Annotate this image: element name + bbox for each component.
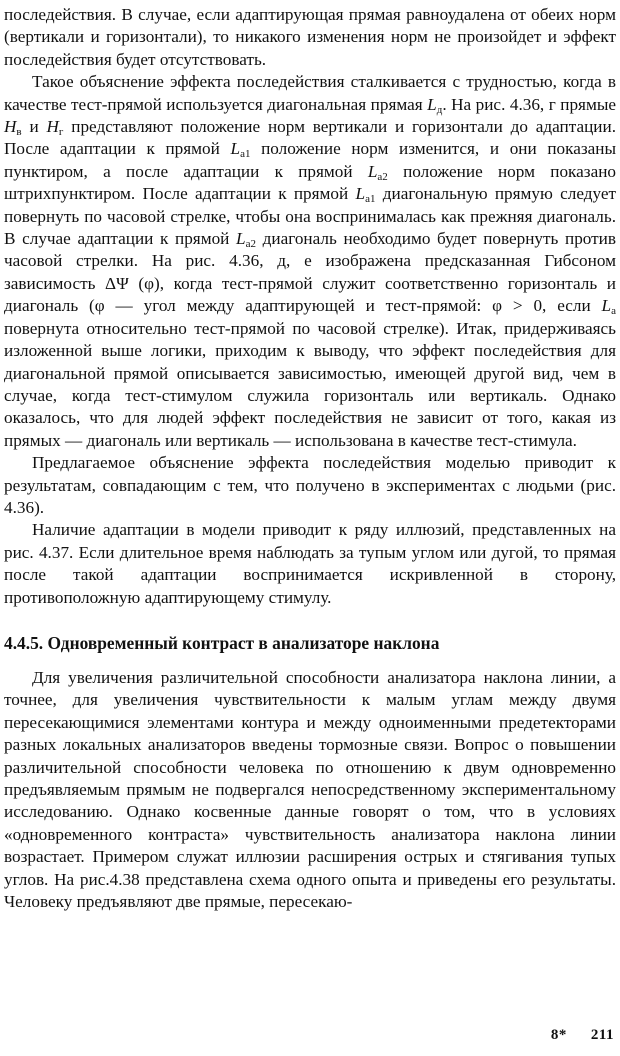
heading-spacer — [4, 655, 616, 667]
text-column — [4, 4, 616, 913]
paragraph-model-results: Предлагаемое объяснение эффекта последействия моделью приводит к результатам, совпадающим с тем, что получено в экспериментах с людьми (рис. 4.36). — [4, 453, 616, 517]
section-spacer — [4, 609, 616, 631]
paragraph-simultaneous-contrast: Для увеличения различительной способности анализатора наклона линии, а точнее, для увеличения чувствительности к малым углам между двумя пересекающимися элементами контура и между одноименными предетекторами разных локальных анализаторов введены тормозные связи. Вопрос о повышении различительной способности человека по отношению к двум одновременно предъявляемым прямым не подвергался непосредственному экспериментальному исследованию. Однако косвенные данные говорят о том, что в условиях «одновременного контраста» чувствительность анализатора наклона линии возрастает. Примером служат иллюзии расширения острых и стягивания тупых углов. На рис.4.38 представлена схема одного опыта и приведены его результаты. Человеку предъявляют две прямые, пересекаю- — [4, 667, 616, 912]
section-heading: 4.4.5. Одновременный контраст в анализаторе наклона — [4, 632, 440, 653]
page-number: 211 — [590, 1027, 614, 1043]
paragraph-illusions: Наличие адаптации в модели приводит к ряду иллюзий, представленных на рис. 4.37. Если длительное время наблюдать за тупым углом или дугой, то прямая после такой адаптации воспринимается искривленной в сторону, противоположную адаптирующему стимулу. — [4, 520, 616, 607]
paragraph-gibson-explanation: Такое объяснение эффекта последействия сталкивается с трудностью, когда в качестве тест-прямой используется диагональная прямая $L_д$. На рис. 4.36, г прямые $H_в$ и $H_г$ представляют положение норм вертикали и горизонтали до адаптации. После адаптации к прямой $L_{а1}$ положение норм изменится, и они показаны пунктиром, а после адаптации к прямой $L_{а2}$ положение норм показано штрихпунктиром. После адаптации к прямой $L_{а1}$ диагональную прямую следует повернуть по часовой стрелке, чтобы она воспринималась как прежняя диагональ. В случае адаптации к прямой $L_{а2}$ диагональ необходимо будет повернуть против часовой стрелки. На рис. 4.36, д, е изображена предсказанная Гибсоном зависимость ΔΨ (φ), когда тест-прямой служит соответственно горизонталь и диагональ (φ — угол между адаптирующей и тест-прямой: φ > 0, если $L_а$ повернута относительно тест-прямой по часовой стрелке). Итак, придерживаясь изложенной выше логики, приходим к выводу, что эффект последействия для диагональной прямой описывается зависимостью, имеющей другой вид, чем в случае, когда тест-стимулом служила горизонталь или вертикаль. Однако оказалось, что для людей эффект последействия не зависит от того, какая из прямых — диагональ или вертикаль — использована в качестве тест-стимула. — [4, 72, 617, 450]
paragraph-continuation: последействия. В случае, если адаптирующая прямая равноудалена от обеих норм (вертикали и горизонтали), то никакого изменения норм не произойдет и эффект последействия будет отсутствовать. — [4, 5, 616, 69]
page-footer — [551, 1027, 614, 1044]
signature-mark: 8* — [550, 1027, 567, 1043]
